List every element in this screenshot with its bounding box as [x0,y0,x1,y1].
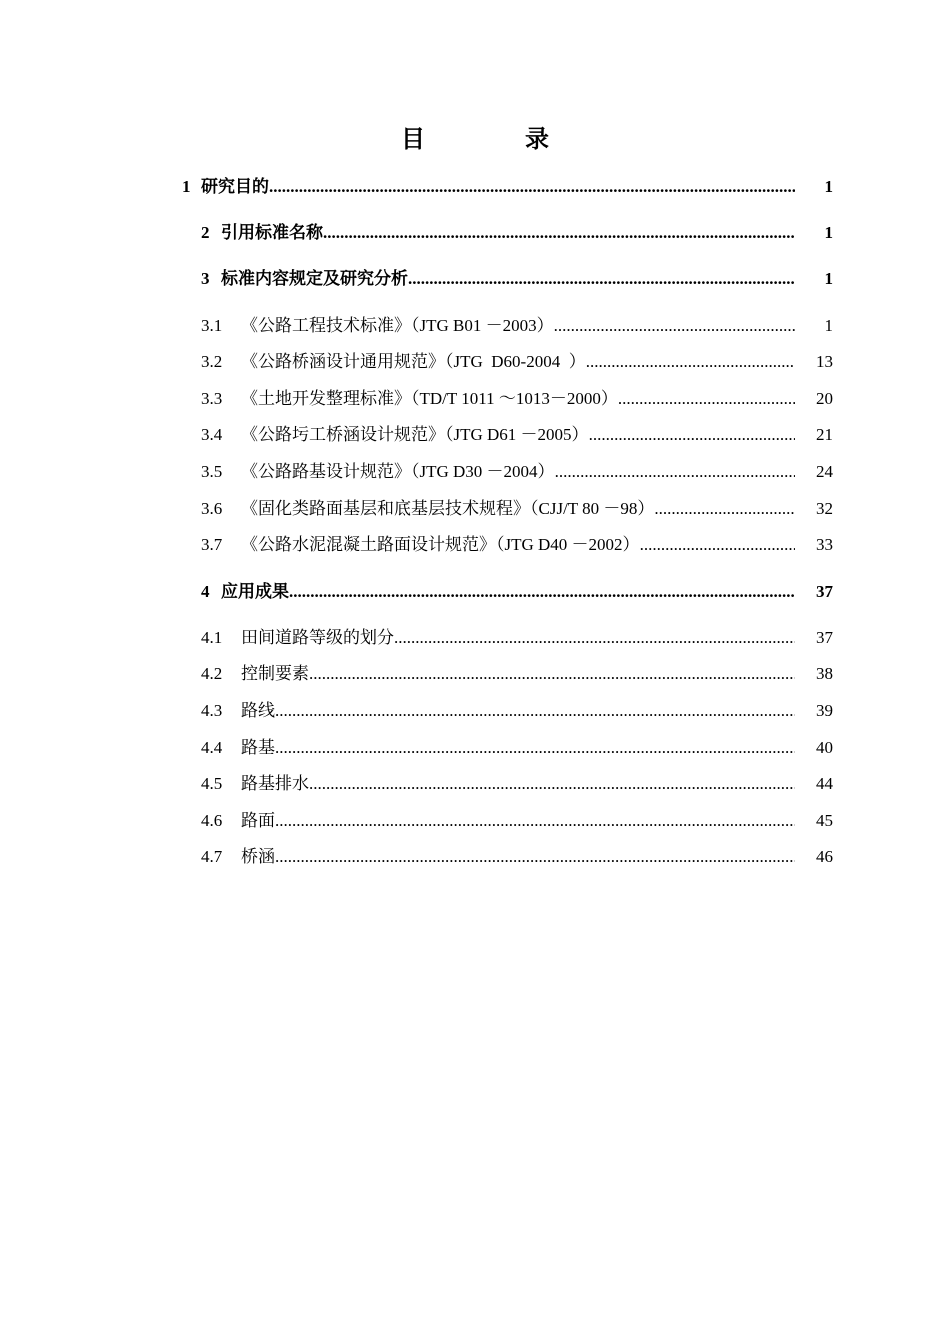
toc-entry-number: 4.1 [201,628,223,647]
toc-dot-leader [275,735,795,761]
toc-entry[interactable] [0,174,950,200]
toc-entry[interactable] [0,735,950,761]
toc-entry-number: 4.6 [201,811,223,830]
toc-entry-page-number: 38 [816,664,833,683]
toc-entry[interactable] [0,386,950,412]
toc-entry-number: 3.3 [201,389,223,408]
toc-entry-title: 《公路路基设计规范》（JTG D30 －2004） [241,462,555,481]
toc-dot-leader [269,174,795,200]
toc-entry-number: 4.4 [201,738,223,757]
toc-dot-leader [555,459,795,485]
toc-entry-page-number: 20 [816,389,833,408]
toc-entry[interactable] [0,579,950,605]
toc-entry-number: 3.6 [201,499,223,518]
toc-entry-page-number: 33 [816,535,833,554]
toc-entry-number: 3.4 [201,425,223,444]
toc-dot-leader [408,266,795,292]
toc-dot-leader [309,771,795,797]
toc-entry-number: 4.7 [201,847,223,866]
toc-entry[interactable] [0,459,950,485]
toc-dot-leader [275,808,795,834]
toc-dot-leader [309,661,795,687]
toc-entry-title: 田间道路等级的划分 [241,628,394,647]
toc-entry-page-number: 21 [816,425,833,444]
toc-entry-title: 《公路桥涵设计通用规范》（JTG D60-2004 ） [241,352,586,371]
toc-entry-page-number: 32 [816,499,833,518]
toc-entry-title: 《土地开发整理标准》（TD/T 1011 ～1013－2000） [241,389,618,408]
toc-entry-number: 3.2 [201,352,223,371]
toc-entry-number: 3.7 [201,535,223,554]
toc-entry-page-number: 39 [816,701,833,720]
toc-entry-number: 3.5 [201,462,223,481]
toc-dot-leader [586,349,795,375]
toc-entry-number: 2 [201,223,210,242]
toc-dot-leader [654,496,795,522]
title-char-2: 录 [525,127,549,153]
toc-entry-title: 路面 [241,811,275,830]
toc-entry-title: 路线 [241,701,275,720]
toc-entry[interactable] [0,808,950,834]
toc-dot-leader [589,422,795,448]
toc-entry-page-number: 1 [824,316,833,335]
toc-dot-leader [323,220,795,246]
toc-entry-page-number: 24 [816,462,833,481]
toc-dot-leader [275,698,795,724]
toc-dot-leader [289,579,795,605]
toc-dot-leader [554,313,795,339]
toc-entry-title: 桥涵 [241,847,275,866]
toc-entry[interactable] [0,698,950,724]
toc-entry-page-number: 40 [816,738,833,757]
toc-entry-number: 3.1 [201,316,223,335]
toc-entry-page-number: 44 [816,774,833,793]
toc-entry-title: 路基 [241,738,275,757]
toc-dot-leader [618,386,795,412]
toc-entry-number: 4 [201,582,210,601]
toc-entry-page-number: 46 [816,847,833,866]
page-title [0,120,950,160]
toc-dot-leader [640,532,795,558]
toc-entry[interactable] [0,661,950,687]
toc-entry-title: 应用成果 [221,582,289,601]
toc-entry-page-number: 1 [824,223,833,242]
toc-entry-title: 路基排水 [241,774,309,793]
toc-entry-number: 4.2 [201,664,223,683]
toc-entry[interactable] [0,349,950,375]
toc-entry[interactable] [0,220,950,246]
toc-entry-page-number: 45 [816,811,833,830]
toc-entry[interactable] [0,496,950,522]
toc-entry[interactable] [0,313,950,339]
toc-entry-title: 《固化类路面基层和底基层技术规程》（CJJ/T 80 －98） [241,499,655,518]
toc-entry-title: 研究目的 [201,177,269,196]
toc-entry-title: 引用标准名称 [221,223,323,242]
toc-entry-title: 控制要素 [241,664,309,683]
toc-entry[interactable] [0,844,950,870]
toc-dot-leader [394,625,795,651]
toc-entry-number: 4.5 [201,774,223,793]
toc-entry-page-number: 1 [824,269,833,288]
toc-entry[interactable] [0,532,950,558]
title-char-1: 目 [401,127,425,153]
toc-entry[interactable] [0,625,950,651]
toc-entry-number: 4.3 [201,701,223,720]
toc-entry-title: 标准内容规定及研究分析 [221,269,408,288]
toc-entry-page-number: 1 [824,177,833,196]
toc-entry-page-number: 13 [816,352,833,371]
toc-dot-leader [275,844,795,870]
toc-entry[interactable] [0,422,950,448]
toc-entry[interactable] [0,771,950,797]
toc-entry-number: 1 [182,177,191,196]
toc-entry[interactable] [0,266,950,292]
toc-entry-title: 《公路圬工桥涵设计规范》（JTG D61 －2005） [241,425,589,444]
toc-entry-title: 《公路工程技术标准》（JTG B01 －2003） [241,316,554,335]
toc-entry-page-number: 37 [816,582,833,601]
toc-entry-title: 《公路水泥混凝土路面设计规范》（JTG D40 －2002） [241,535,640,554]
toc-entry-page-number: 37 [816,628,833,647]
toc-entry-number: 3 [201,269,210,288]
